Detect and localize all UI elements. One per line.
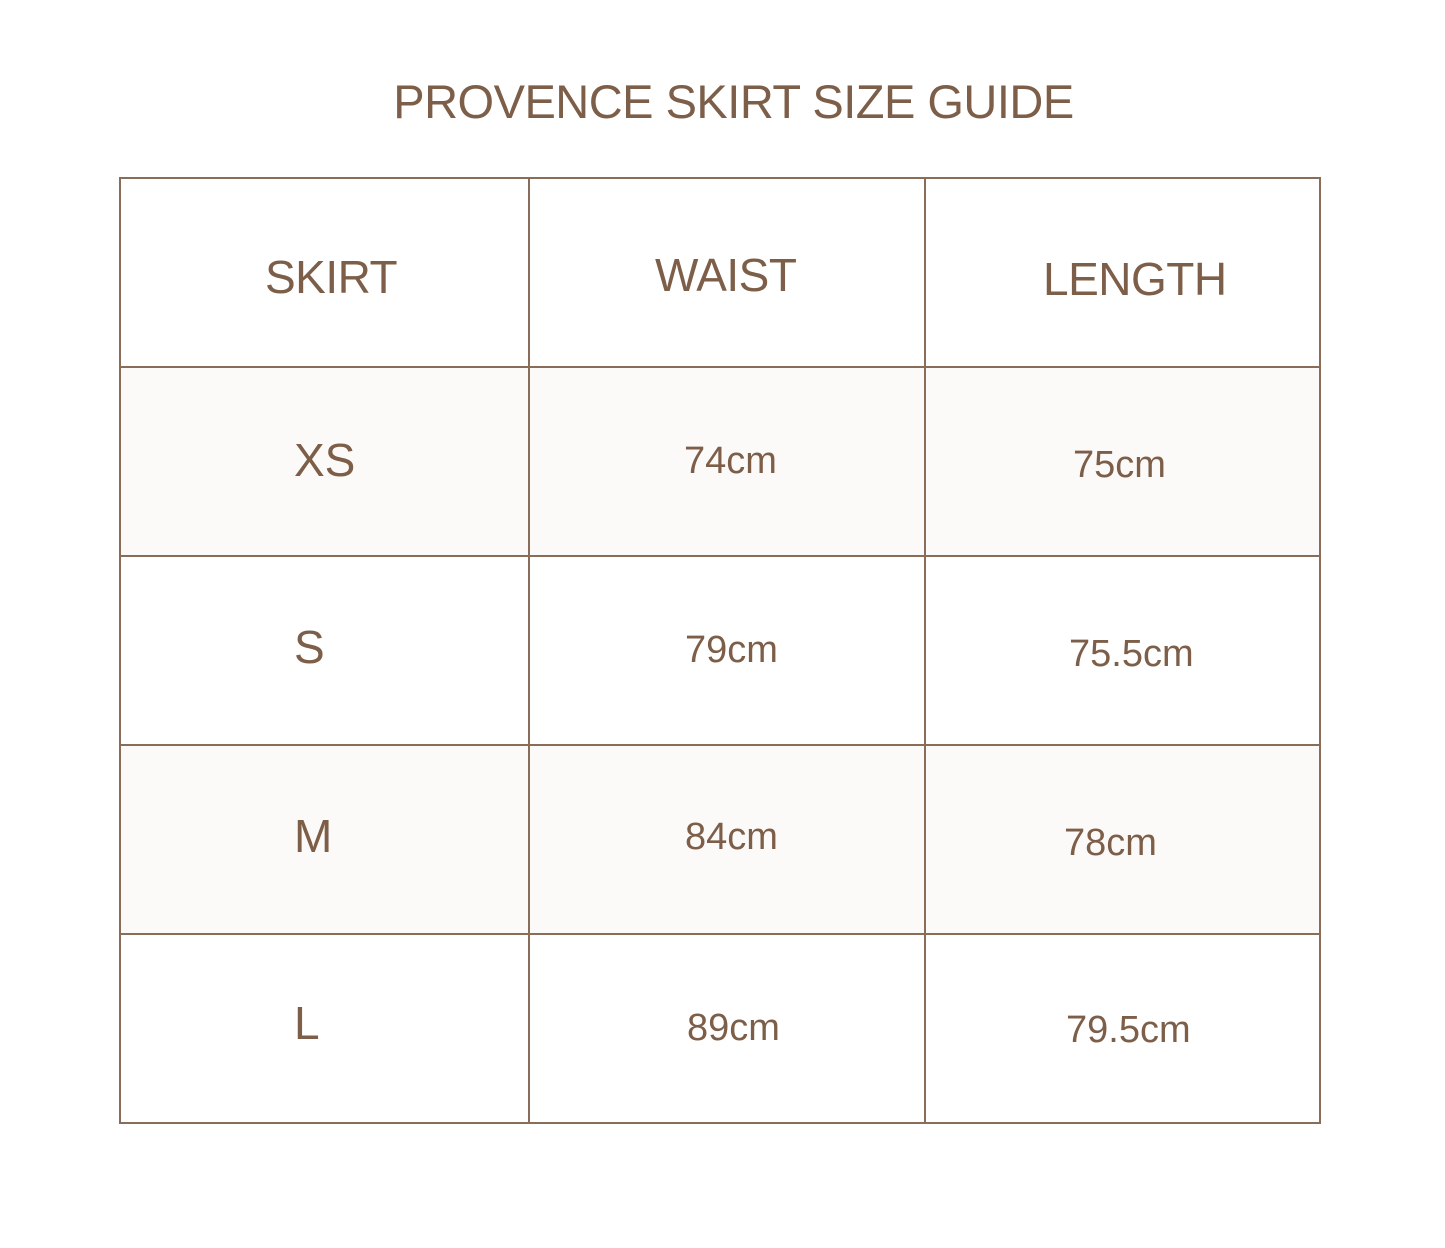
header-length-label: LENGTH bbox=[1043, 252, 1227, 305]
size-cell bbox=[120, 934, 529, 1123]
size-guide-table bbox=[119, 177, 1321, 1124]
table-header-row bbox=[120, 178, 1320, 367]
length-value: 75.5cm bbox=[1069, 633, 1194, 675]
page-title: PROVENCE SKIRT SIZE GUIDE bbox=[393, 75, 1074, 128]
table-row bbox=[120, 745, 1320, 934]
header-waist-label: WAIST bbox=[655, 248, 797, 301]
table-row bbox=[120, 556, 1320, 745]
length-value: 78cm bbox=[1064, 822, 1157, 864]
size-cell bbox=[120, 745, 529, 934]
size-cell bbox=[120, 556, 529, 745]
size-label: S bbox=[294, 620, 325, 673]
length-value: 79.5cm bbox=[1066, 1009, 1191, 1051]
waist-value: 84cm bbox=[685, 816, 778, 858]
size-label: XS bbox=[294, 433, 356, 486]
header-skirt-label: SKIRT bbox=[265, 250, 398, 303]
table-row bbox=[120, 367, 1320, 556]
size-cell bbox=[120, 367, 529, 556]
waist-value: 79cm bbox=[685, 629, 778, 671]
size-label: M bbox=[294, 809, 333, 862]
length-value: 75cm bbox=[1073, 444, 1166, 486]
waist-value: 89cm bbox=[687, 1007, 780, 1049]
waist-value: 74cm bbox=[684, 440, 777, 482]
table-row bbox=[120, 934, 1320, 1123]
header-cell-skirt bbox=[120, 178, 529, 367]
size-label: L bbox=[294, 996, 320, 1049]
